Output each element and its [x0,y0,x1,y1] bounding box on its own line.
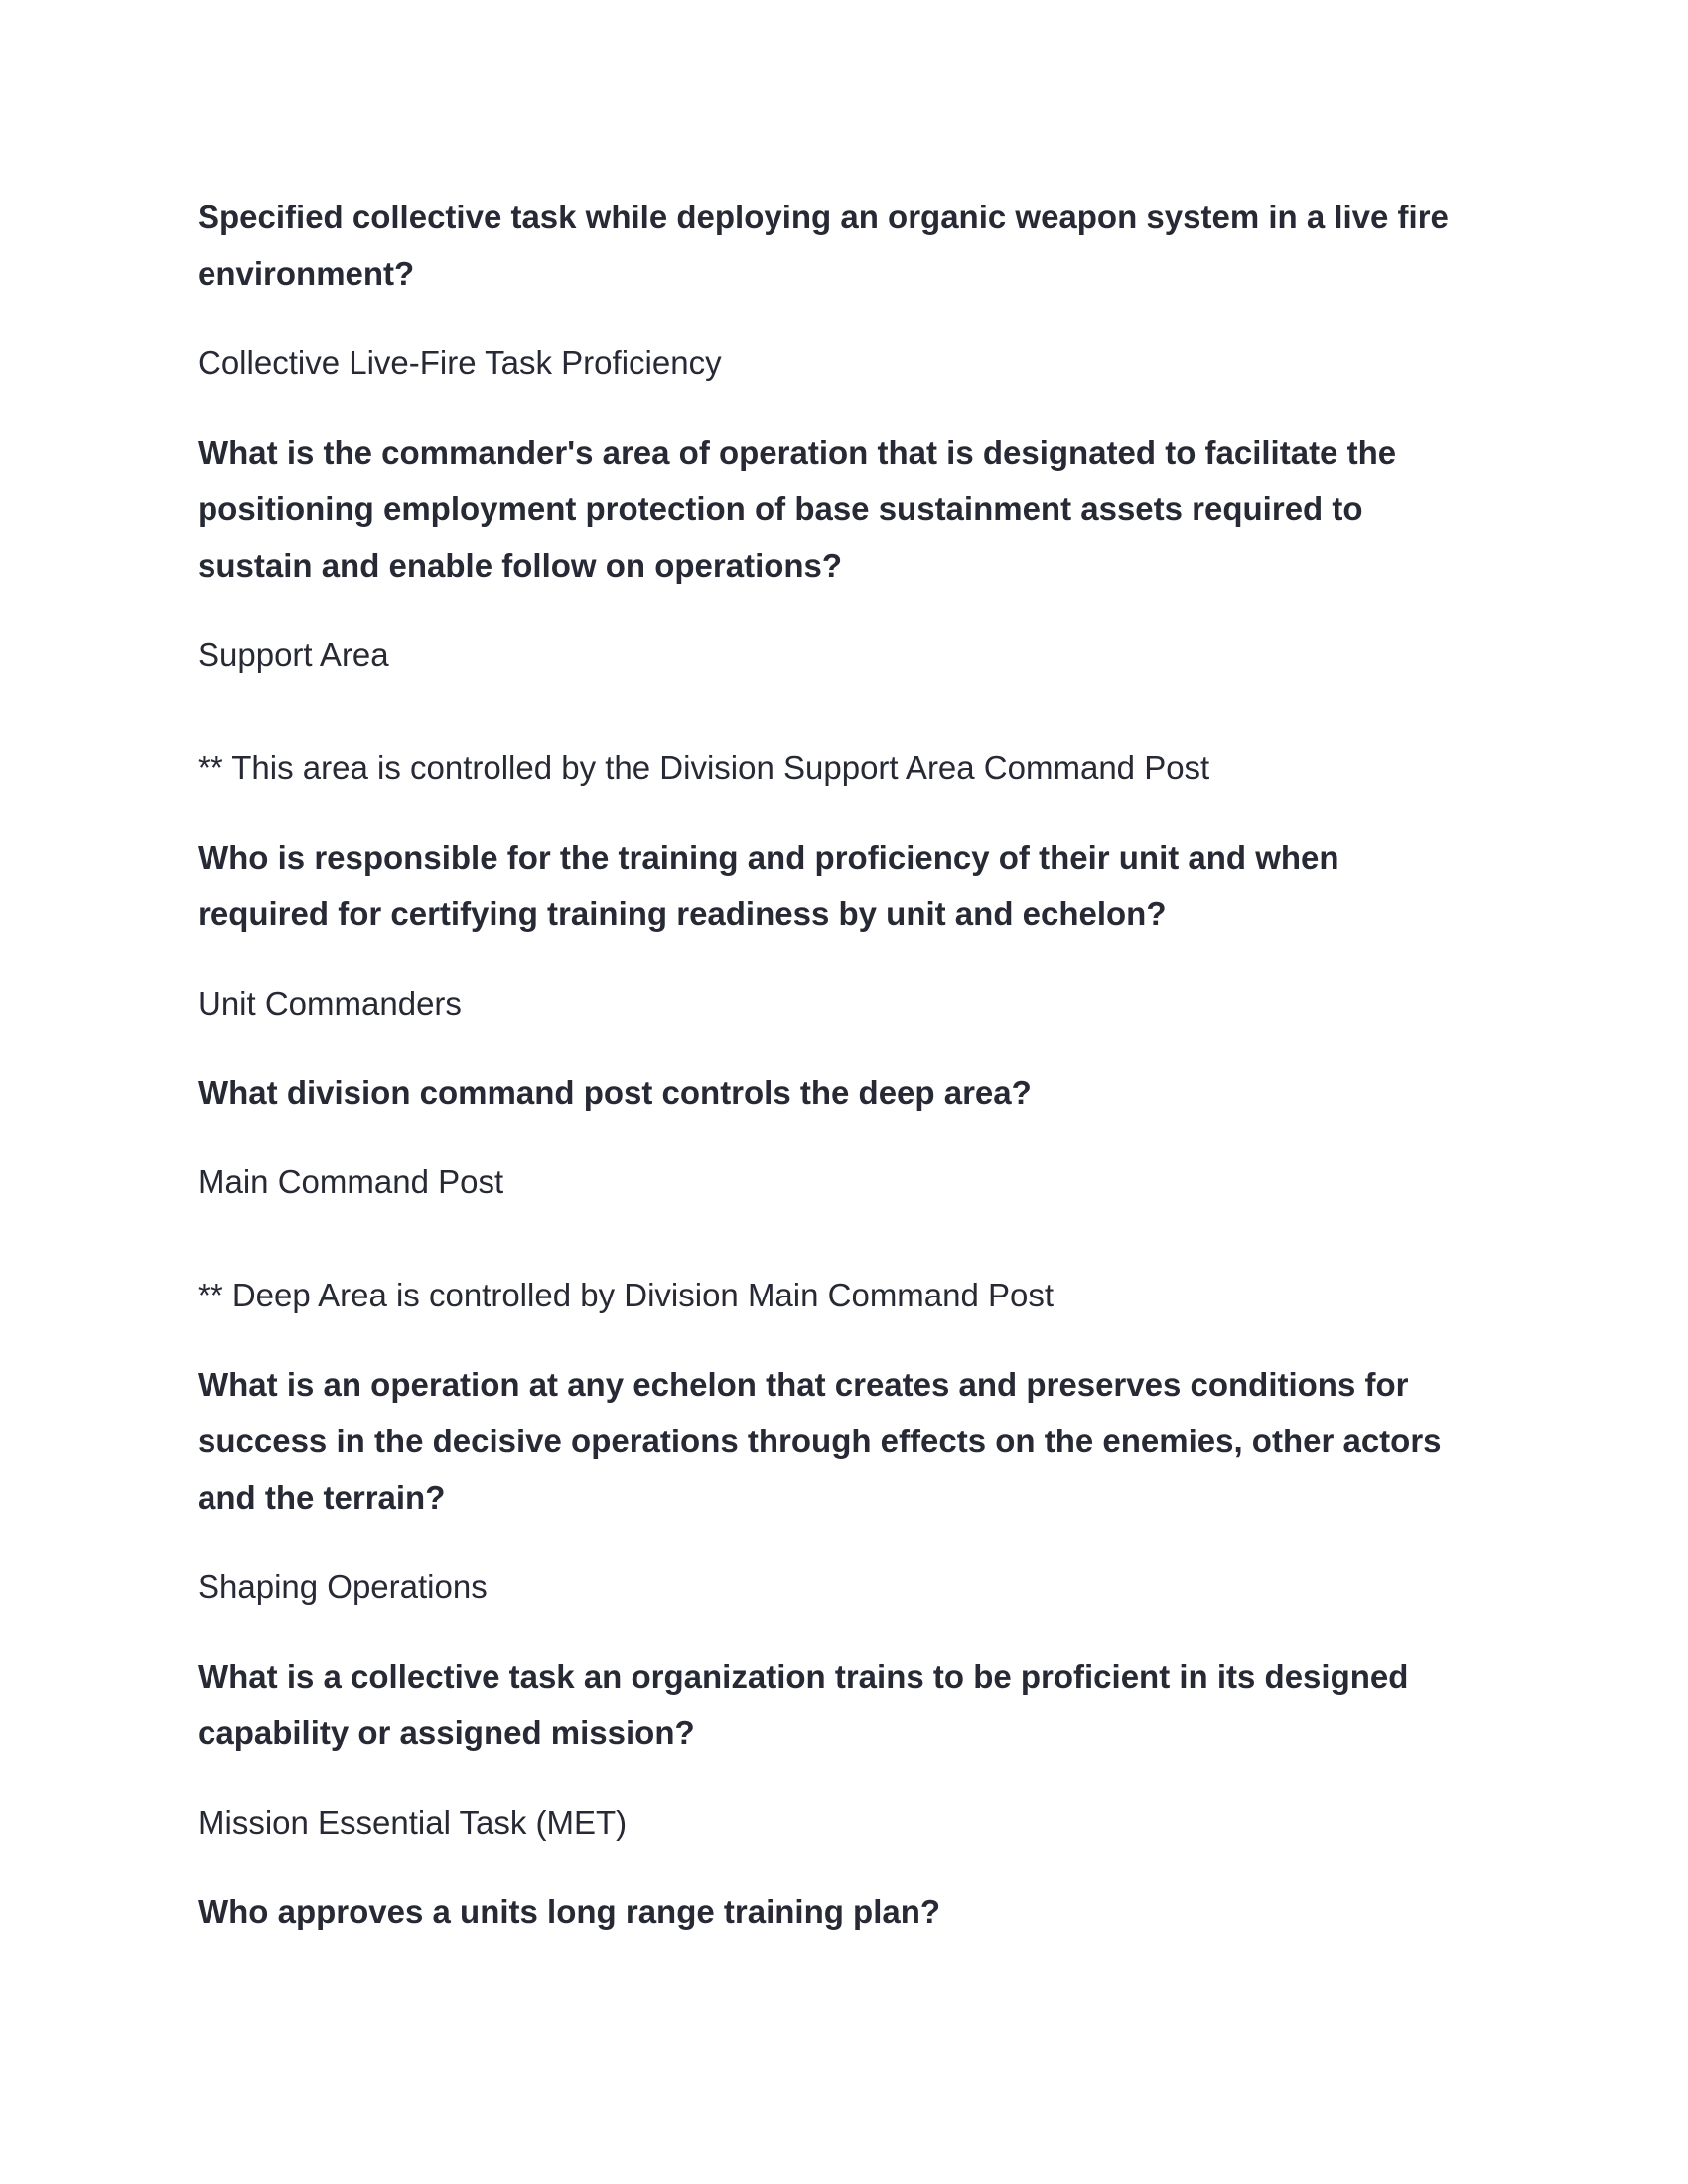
answer-text: Support Area [198,636,389,673]
answer-note: ** This area is controlled by the Division Support Area Command Post [198,750,1210,786]
answer-text: Collective Live-Fire Task Proficiency [198,344,722,381]
answer-text: Shaping Operations [198,1569,488,1605]
answer-text: Main Command Post [198,1163,504,1200]
answer-text: Mission Essential Task (MET) [198,1804,628,1841]
question-text: Who approves a units long range training plan? [198,1893,941,1930]
answer-note: ** Deep Area is controlled by Division Main Command Post [198,1277,1055,1313]
question-text: What is the commander's area of operation that is designated to facilitate the positioning employment protection of base sustainment assets required to sustain and enable follow on operations? [198,434,1397,584]
question-text: Specified collective task while deploying an organic weapon system in a live fire environment? [198,199,1449,292]
question-text: What is an operation at any echelon that creates and preserves conditions for success in the decisive operations through effects on the enemies, other actors and the terrain? [198,1366,1442,1516]
question-text: What division command post controls the deep area? [198,1074,1032,1111]
answer-text: Unit Commanders [198,985,462,1022]
question-text: Who is responsible for the training and proficiency of their unit and when required for certifying training readiness by unit and echelon? [198,839,1339,932]
question-text: What is a collective task an organization trains to be proficient in its designed capability or assigned mission? [198,1658,1409,1751]
document-content [198,189,1478,1973]
